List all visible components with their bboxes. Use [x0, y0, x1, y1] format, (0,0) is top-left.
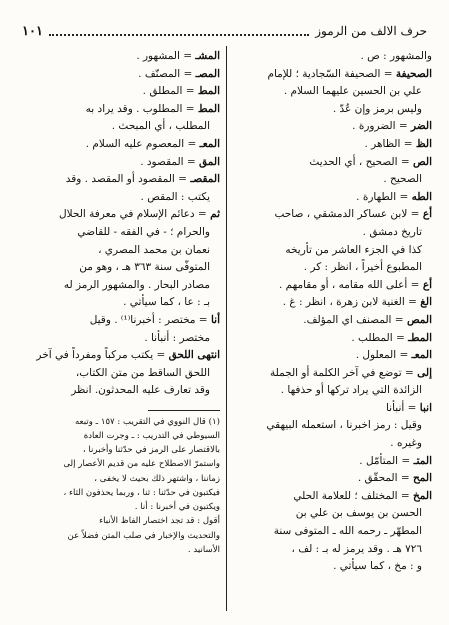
entry-text: والحرام ؛ - في الفقه - للقاضي: [77, 225, 210, 238]
footnote-line: فيكتبون في حدّثنا : ثنا ، وربما يحذفون الثاء ،: [63, 487, 220, 498]
entry-line: [232, 453, 432, 471]
entry-term: الظ: [415, 137, 432, 150]
entry-line: [232, 523, 432, 541]
entry-term: انتهى اللحق: [168, 349, 220, 362]
entry-line: [22, 224, 220, 242]
column-divider: [226, 46, 227, 611]
entry-text: وغيره .: [390, 437, 422, 450]
entry-term: المق: [199, 155, 220, 168]
entry-line: [22, 365, 220, 383]
entry-line: [232, 224, 432, 242]
entry-line: [232, 136, 432, 154]
entry-line: [232, 417, 432, 435]
entry-term: الضر: [410, 120, 432, 133]
entry-line: [232, 66, 432, 84]
entry-term: الطه: [411, 190, 432, 203]
entry-line: [232, 277, 432, 295]
entry-text: مصادر البحار . والمشهور الرمز له: [63, 278, 210, 291]
entry-line: [22, 48, 220, 66]
footnote-line: أقول : قد تجد اختصار الفاظ الأنباء: [99, 516, 220, 527]
entry-text: الصحيح .: [383, 173, 422, 186]
entry-line: [22, 136, 220, 154]
entry-text: = المتأمّل .: [359, 454, 414, 467]
entry-line: [232, 189, 432, 207]
entry-line: [22, 206, 220, 224]
entry-text: = المقصود أو المقصد . وقد: [65, 173, 191, 186]
entry-term: المص: [406, 313, 432, 326]
entry-line: [232, 382, 432, 400]
entry-term: المخ: [413, 489, 432, 502]
entry-term: أع: [422, 208, 432, 221]
header-dotted-leader: [49, 34, 309, 36]
entry-text: = توضع في آخر الكلمة أو الجملة: [269, 366, 418, 379]
entry-line: [22, 83, 220, 101]
entry-text: = المقصود .: [140, 155, 200, 168]
entry-term: المعـ: [411, 349, 432, 362]
entry-line: [232, 171, 432, 189]
right-column: [232, 48, 432, 576]
entry-text: = دعائم الإسلام في معرفة الحلال: [59, 208, 211, 221]
entry-term: أع: [422, 278, 432, 291]
entry-text: الزائدة التي يراد تركها أو حذفها .: [280, 384, 422, 397]
entry-line: [22, 101, 220, 119]
entry-line: [232, 541, 432, 559]
entry-text: بـ : عا ، كما سيأتي .: [123, 296, 210, 309]
entry-line: [232, 330, 432, 348]
footnote-separator: [148, 410, 220, 411]
entry-text: = الغنية لابن زهرة ، انظر : غ .: [282, 296, 421, 309]
entry-text: = الظاهر .: [364, 137, 416, 150]
entry-line: [22, 277, 220, 295]
entry-text: والمشهور : ص .: [360, 50, 432, 62]
entry-text: = الطهارة .: [356, 190, 412, 203]
entry-line: [232, 488, 432, 506]
entry-term: الصحيفة: [395, 67, 432, 80]
entry-text: وقيل : رمز اخبرنا ، استعمله البيهقي: [266, 419, 422, 432]
footnote-line: واستمرّ الاصطلاح عليه من قديم الأعصار إلى: [63, 459, 220, 470]
entry-line: [232, 242, 432, 260]
footnotes: [22, 415, 220, 557]
entry-text: = مختصر : أخبرنا⁽¹⁾ . وقيل: [89, 313, 211, 326]
entry-line: [232, 435, 432, 453]
entry-line: [232, 118, 432, 136]
entry-term: المط: [197, 102, 220, 115]
entry-text: المتوفّى سنة ٣٦٣ هـ ، وهو من: [79, 261, 210, 274]
entry-term: المعـ: [199, 137, 220, 150]
entry-text: = المعلول .: [355, 349, 412, 362]
entry-line: [232, 365, 432, 383]
running-header: [22, 20, 427, 42]
header-title: حرف الالف من الرموز: [315, 24, 427, 38]
entry-text: نعمان بن محمد المصري ،: [98, 243, 210, 256]
entry-line: [232, 48, 432, 66]
footnote-line: ويكتبون في أخبرنا : أنا .: [134, 502, 220, 513]
entry-term: المط: [197, 85, 220, 98]
entry-line: [232, 154, 432, 172]
entry-line: [22, 382, 220, 400]
entry-text: = المشهور .: [136, 50, 196, 62]
entry-line: [232, 347, 432, 365]
entry-line: [22, 242, 220, 260]
footnote-line: السيوطي في التدريب : ـ وجرت العادة: [83, 431, 220, 442]
entry-text: وقد تعارف عليه المحدثون. انظر: [71, 384, 210, 397]
entry-text: = المصنّف .: [138, 67, 196, 80]
entry-line: [22, 66, 220, 84]
entry-text: يكتب : المقص .: [140, 190, 210, 203]
entry-line: [232, 470, 432, 488]
entry-term: إلى: [417, 366, 432, 379]
entry-term: الغ: [420, 296, 432, 309]
entry-text: = المختلف ؛ للعلامة الحلي: [293, 489, 414, 502]
entry-line: [22, 347, 220, 365]
entry-text: = المصنف اي المؤلف.: [303, 313, 407, 326]
entry-text: = الصحيفة السّجادية ؛ للإمام: [267, 67, 396, 80]
entry-line: [232, 101, 432, 119]
entry-line: [232, 505, 432, 523]
entry-line: [232, 558, 432, 576]
entry-line: [22, 154, 220, 172]
entry-line: [232, 259, 432, 277]
entry-text: علي بن الحسين عليهما السلام .: [283, 85, 422, 98]
footnote-line: بالاقتصار على الرمز في حدّثنا وأخبرنا ،: [82, 445, 220, 456]
entry-text: اللحق الساقط من متن الكتاب،: [75, 366, 210, 379]
entry-text: المطبوع أخيراً ، انظر : كر .: [303, 261, 422, 274]
entry-term: المصـ: [195, 67, 220, 80]
footnote-line: زماننا ، واشتهر ذلك بحيث لا يخفى ،: [94, 473, 220, 484]
entry-text: = المحقّق .: [357, 472, 414, 485]
left-column: [22, 48, 220, 557]
entry-text: = لابن عساكر الدمشقي ، صاحب: [274, 208, 423, 221]
entry-line: [22, 259, 220, 277]
entry-text: = المطلب .: [351, 331, 409, 344]
entry-term: المقصـ: [190, 173, 220, 186]
page-number: ١٠١: [22, 23, 43, 39]
entry-term: ثم: [210, 208, 220, 221]
entry-text: المطهّر ـ رحمه الله ـ المتوفى سنة: [273, 525, 422, 538]
entry-text: = المطلوب . وقد يراد به: [85, 102, 198, 115]
footnote-line: الأسانيد .: [187, 544, 220, 555]
entry-line: [232, 206, 432, 224]
entry-line: [22, 118, 220, 136]
entry-text: تاريخ دمشق .: [362, 225, 422, 238]
entry-text: المطلب ، أي المبحث .: [111, 120, 210, 133]
entry-text: = أنبأنا: [385, 401, 420, 414]
entry-line: [232, 294, 432, 312]
entry-text: مختصر : أنبأنا .: [144, 331, 210, 344]
entry-line: [232, 83, 432, 101]
entry-text: كذا في الجزء العاشر من تأريخه: [285, 243, 422, 256]
entry-term: الص: [413, 155, 432, 168]
entry-line: [232, 312, 432, 330]
footnote-line: (١) قال النووي في التقريب : ١٥٧ ـ وتبعه: [74, 416, 220, 427]
entry-text: ٧٢٦ هـ . وقد يرمز له بـ : لف ،: [291, 542, 422, 555]
entry-text: = الضرورة .: [352, 120, 411, 133]
entry-term: المح: [413, 472, 432, 485]
entry-term: انبا: [419, 401, 432, 414]
entry-term: المطـ: [408, 331, 432, 344]
entry-text: = يكتب مركباً ومفرداً في آخر: [36, 349, 169, 362]
entry-text: الحسن بن يوسف بن علي بن: [295, 507, 422, 520]
entry-text: وليس برمز وإن عُدّ .: [332, 102, 422, 115]
entry-line: [22, 312, 220, 330]
entry-text: = المعصوم عليه السلام .: [85, 137, 200, 150]
entry-line: [22, 189, 220, 207]
entry-text: = أعلى الله مقامه ، أو مقامهم .: [278, 278, 423, 291]
entry-text: = الصحيح ، أي الحديث: [309, 155, 414, 168]
entry-term: المشـ: [195, 50, 220, 62]
entry-term: أنا: [210, 313, 220, 326]
entry-line: [22, 330, 220, 348]
entry-line: [22, 171, 220, 189]
entry-text: = المطلق .: [142, 85, 198, 98]
entry-term: المتـ: [413, 454, 432, 467]
footnote-line: والتحديث والإخبار في صلب المتن فضلاً عن: [67, 530, 220, 541]
entry-line: [232, 400, 432, 418]
entry-line: [22, 294, 220, 312]
entry-text: و : مخ ، كما سيأتي .: [333, 560, 422, 573]
